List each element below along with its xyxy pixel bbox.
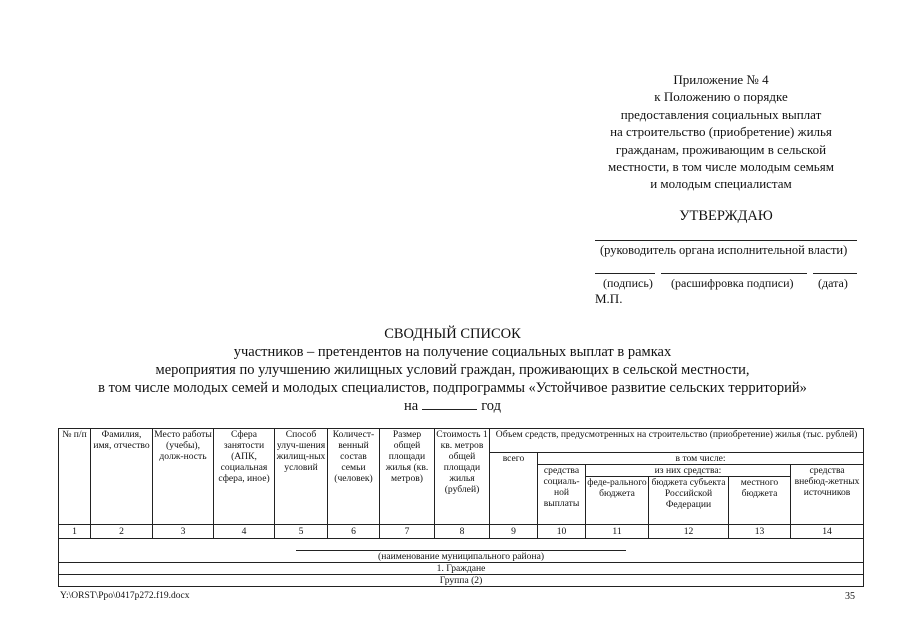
header-funds-group: Объем средств, предусмотренных на строительство (приобретение) жилья (тыс. рублей) [490, 429, 864, 453]
signature-line [595, 273, 655, 274]
column-number: 4 [214, 525, 275, 539]
appendix-line: к Положению о порядке [654, 89, 788, 105]
appendix-line: гражданам, проживающим в сельской [615, 141, 827, 157]
date-line [813, 273, 857, 274]
column-number: 14 [791, 525, 864, 539]
column-number: 8 [435, 525, 490, 539]
title-line: в том числе молодых семей и молодых специалистов, подпрограммы «Устойчивое развитие сельских территорий» [98, 380, 807, 396]
header-employment-sphere: Сфера занятости (АПК, социальная сфера, иное) [214, 429, 275, 525]
column-number: 6 [328, 525, 380, 539]
decoding-caption: (расшифровка подписи) [671, 276, 794, 290]
column-number: 10 [538, 525, 586, 539]
header-total: всего [490, 453, 538, 525]
header-number: № п/п [59, 429, 91, 525]
file-path: Y:\ORST\Ppo\0417p272.f19.docx [60, 591, 190, 601]
title-line: мероприятия по улучшению жилищных условий граждан, проживающих в сельской местности, [155, 362, 750, 378]
column-number: 13 [729, 525, 791, 539]
column-number: 9 [490, 525, 538, 539]
header-family-size: Количест-венный состав семьи (человек) [328, 429, 380, 525]
column-number: 11 [586, 525, 649, 539]
header-subject-budget: бюджета субъекта Российской Федерации [649, 477, 729, 525]
year-prefix: на [404, 398, 419, 414]
head-signature-line [595, 240, 857, 241]
header-workplace: Место работы (учебы), долж-ность [153, 429, 214, 525]
title-line: участников – претендентов на получение социальных выплат в рамках [233, 344, 672, 360]
group-row: Группа (2) [59, 575, 864, 587]
header-local-budget: местного бюджета [729, 477, 791, 525]
title-heading: СВОДНЫЙ СПИСОК [384, 326, 521, 342]
header-full-name: Фамилия, имя, отчество [91, 429, 153, 525]
appendix-line: предоставления социальных выплат [620, 106, 822, 122]
column-number: 5 [275, 525, 328, 539]
page-number: 35 [845, 591, 855, 602]
appendix-line: на строительство (приобретение) жилья [610, 124, 832, 140]
header-cost-per-meter: Стоимость 1 кв. метров общей площади жилья (рублей) [435, 429, 490, 525]
appendix-line: местности, в том числе молодым семьям [608, 159, 834, 175]
column-number: 12 [649, 525, 729, 539]
section-row: 1. Граждане [59, 563, 864, 575]
appendix-line: Приложение № 4 [673, 72, 769, 87]
decoding-line [661, 273, 807, 274]
municipality-row [59, 539, 864, 563]
date-caption: (дата) [818, 276, 848, 290]
year-suffix: год [481, 398, 501, 414]
header-social-payment: средства социаль-ной выплаты [538, 465, 586, 525]
municipality-caption: (наименование муниципального района) [378, 551, 545, 562]
header-federal-budget: феде-рального бюджета [586, 477, 649, 525]
appendix-header [585, 71, 857, 193]
approval-title: УТВЕРЖДАЮ [679, 208, 773, 224]
header-improvement-method: Способ улуч-шения жилищ-ных условий [275, 429, 328, 525]
head-caption: (руководитель органа исполнительной власти) [600, 243, 848, 257]
signature-caption: (подпись) [603, 276, 653, 290]
title-year-line [0, 397, 905, 415]
column-number: 7 [380, 525, 435, 539]
column-number: 1 [59, 525, 91, 539]
header-extrabudgetary: средства внебюд-жетных источников [791, 465, 864, 525]
document-title [0, 325, 905, 415]
participants-table [58, 428, 864, 587]
header-including: в том числе: [538, 453, 864, 465]
appendix-line: и молодым специалистам [650, 176, 792, 192]
header-of-them: из них средства: [586, 465, 791, 477]
header-total-area: Размер общей площади жилья (кв. метров) [380, 429, 435, 525]
column-number: 2 [91, 525, 153, 539]
stamp-mark: М.П. [595, 291, 623, 306]
year-blank-field [422, 397, 477, 410]
column-number: 3 [153, 525, 214, 539]
